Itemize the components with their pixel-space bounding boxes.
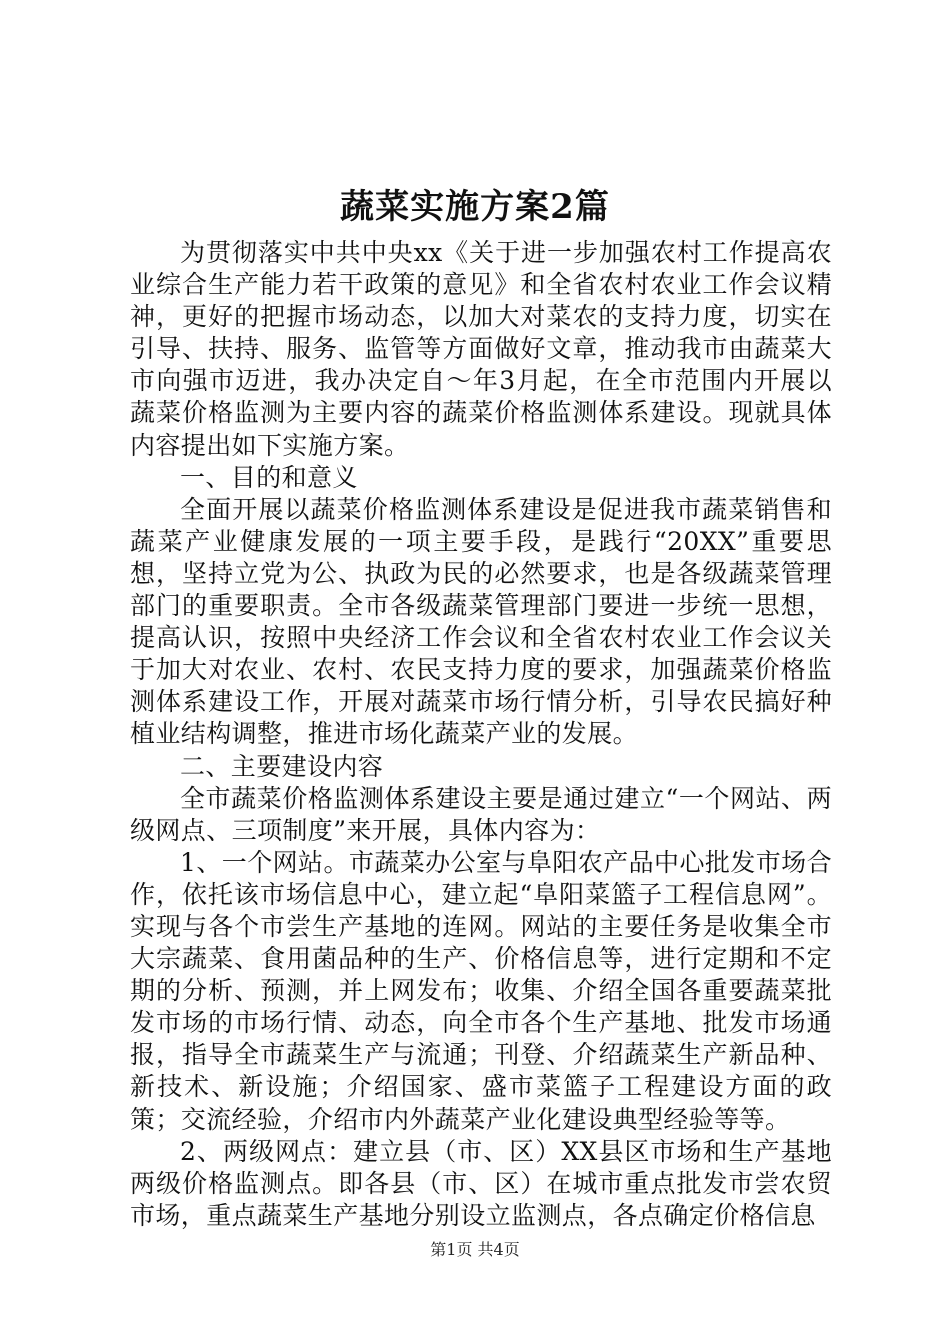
page-footer: 第1页 共4页 bbox=[430, 1240, 520, 1259]
document-body bbox=[130, 237, 832, 1232]
paragraph-item-network-points: 2、两级网点：建立县（市、区）XX县区市场和生产基地两级价格监测点。即各县（市、区）在城市重点批发市尝农贸市场，重点蔬菜生产基地分别设立监测点，各点确定价格信息 bbox=[130, 1136, 832, 1230]
paragraph-item-website: 1、一个网站。市蔬菜办公室与阜阳农产品中心批发市场合作，依托该市场信息中心，建立起“阜阳菜篮子工程信息网”。实现与各个市尝生产基地的连网。网站的主要任务是收集全市大宗蔬菜、食用菌品种的生产、价格信息等，进行定期和不定期的分析、预测，并上网发布；收集、介绍全国各重要蔬菜批发市场的市场行情、动态，向全市各个生产基地、批发市场通报，指导全市蔬菜生产与流通；刊登、介绍蔬菜生产新品种、新技术、新设施；介绍国家、盛市菜篮子工程建设方面的政策；交流经验，介绍市内外蔬菜产业化建设典型经验等等。 bbox=[130, 847, 832, 1134]
paragraph-content: 全市蔬菜价格监测体系建设主要是通过建立“一个网站、两级网点、三项制度”来开展，具体内容为： bbox=[130, 783, 832, 845]
section-heading-purpose: 一、目的和意义 bbox=[180, 462, 358, 492]
paragraph-purpose: 全面开展以蔬菜价格监测体系建设是促进我市蔬菜销售和蔬菜产业健康发展的一项主要手段，是践行“20XX”重要思想，坚持立党为公、执政为民的必然要求，也是各级蔬菜管理部门的重要职责。全市各级蔬菜管理部门要进一步统一思想，提高认识，按照中央经济工作会议和全省农村农业工作会议关于加大对农业、农村、农民支持力度的要求，加强蔬菜价格监测体系建设工作，开展对蔬菜市场行情分析，引导农民搞好种植业结构调整，推进市场化蔬菜产业的发展。 bbox=[130, 494, 832, 749]
document-title: 蔬菜实施方案2篇 bbox=[340, 187, 610, 227]
section-heading-content: 二、主要建设内容 bbox=[180, 751, 384, 781]
paragraph-intro: 为贯彻落实中共中央xx《关于进一步加强农村工作提高农业综合生产能力若干政策的意见》和全省农村农业工作会议精神，更好的把握市场动态，以加大对菜农的支持力度，切实在引导、扶持、服务、监管等方面做好文章，推动我市由蔬菜大市向强市迈进，我办决定自～年3月起，在全市范围内开展以蔬菜价格监测为主要内容的蔬菜价格监测体系建设。现就具体内容提出如下实施方案。 bbox=[130, 238, 832, 460]
